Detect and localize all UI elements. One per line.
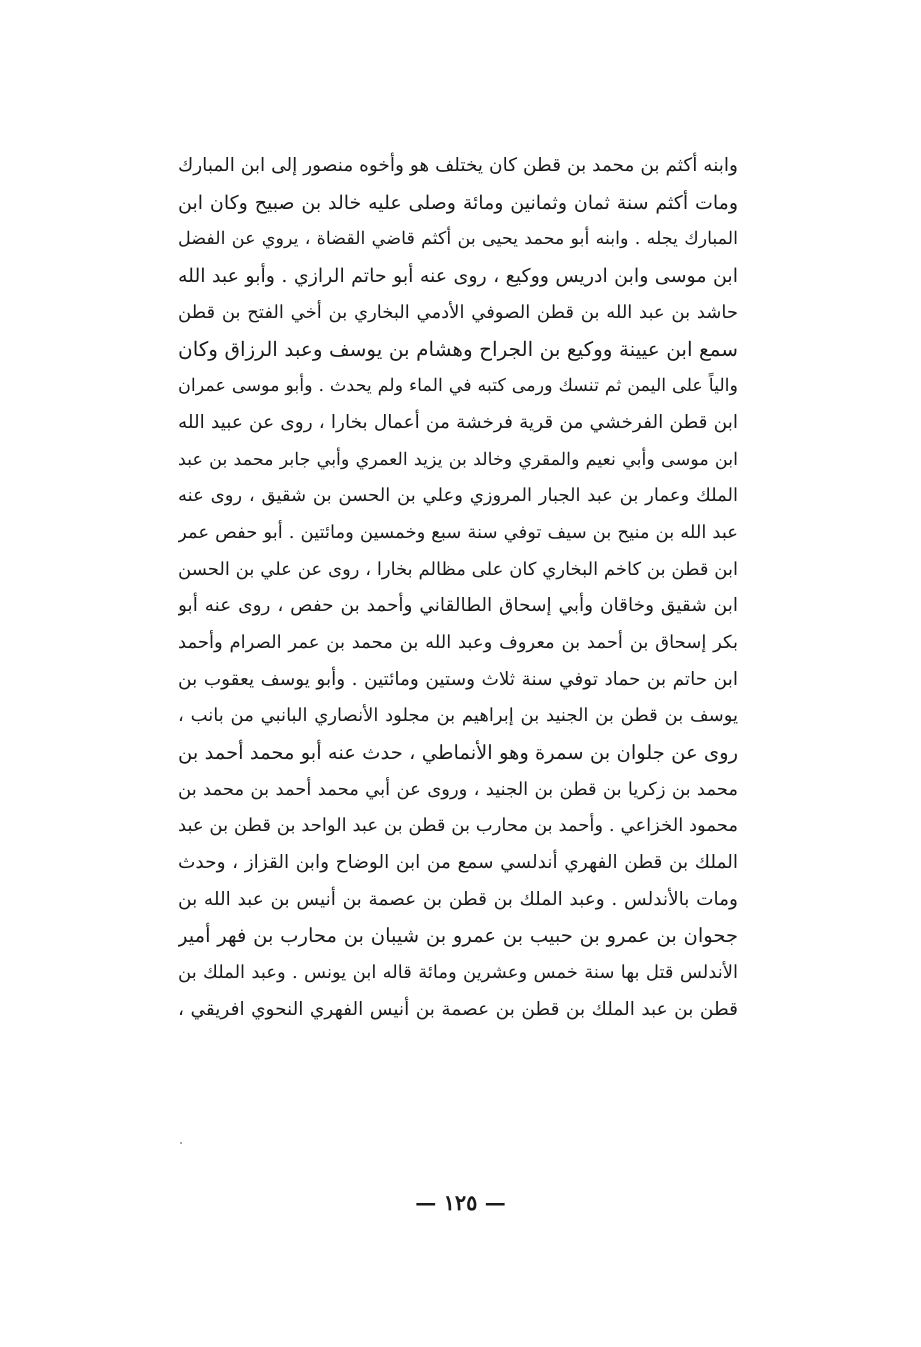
text-line: والياً على اليمن ثم تنسك ورمى كتبه في الماء ولم يحدث . وأبو موسى عمران (178, 376, 738, 397)
text-line: يوسف بن قطن بن الجنيد بن إبراهيم بن مجلود الأنصاري البانبي من بانب ، (178, 705, 738, 727)
text-line: سمع ابن عيينة ووكيع بن الجراح وهشام بن يوسف وعبد الرزاق وكان (178, 337, 738, 362)
text-line: حاشد بن عبد الله بن قطن الصوفي الأدمي البخاري بن أخي الفتح بن قطن (178, 301, 738, 323)
text-line: ابن قطن بن كاخم البخاري كان على مظالم بخارا ، روى عن علي بن الحسن (178, 558, 738, 580)
text-line: الملك وعمار بن عبد الجبار المروزي وعلي بن الحسن بن شقيق ، روى عنه (178, 485, 738, 507)
text-line: ابن موسى وأبي نعيم والمقري وخالد بن يزيد العمري وأبي جابر محمد بن عبد (178, 449, 738, 470)
text-line: محمود الخزاعي . وأحمد بن محارب بن قطن بن عبد الواحد بن قطن بن عبد (178, 815, 738, 837)
text-line: الأندلس قتل بها سنة خمس وعشرين ومائة قاله ابن يونس . وعبد الملك بن (178, 962, 738, 984)
text-line: ابن شقيق وخاقان وأبي إسحاق الطالقاني وأحمد بن حفص ، روى عنه أبو (178, 595, 738, 617)
text-line: ابن حاتم بن حماد توفي سنة ثلاث وستين ومائتين . وأبو يوسف يعقوب بن (178, 668, 738, 690)
text-line: محمد بن زكريا بن قطن بن الجنيد ، وروى عن أبي محمد أحمد بن محمد بن (178, 778, 738, 800)
body-text (178, 148, 738, 1029)
text-line: ومات بالأندلس . وعبد الملك بن قطن بن عصمة بن أنيس بن عبد الله بن (178, 888, 738, 910)
text-line: عبد الله بن منيح بن سيف توفي سنة سبع وخمسين ومائتين . أبو حفص عمر (178, 521, 738, 543)
page-number: — ١٢٥ — (415, 1190, 506, 1215)
text-line: ومات أكثم سنة ثمان وثمانين ومائة وصلى عليه خالد بن صبيح وكان ابن (178, 191, 738, 214)
text-line: بكر إسحاق بن أحمد بن معروف وعبد الله بن محمد بن عمر الصرام وأحمد (178, 631, 738, 653)
text-line: الملك بن قطن الفهري أندلسي سمع من ابن الوضاح وابن القزاز ، وحدث (178, 852, 738, 874)
text-line: جحوان بن عمرو بن حبيب بن عمرو بن شيبان بن محارب بن فهر أمير (178, 924, 738, 948)
text-line: ابن قطن الفرخشي من قرية فرخشة من أعمال بخارا ، روى عن عبيد الله (178, 411, 738, 433)
text-line: وابنه أكثم بن محمد بن قطن كان يختلف هو وأخوه منصور إلى ابن المبارك (178, 155, 738, 176)
text-line: روى عن جلوان بن سمرة وهو الأنماطي ، حدث عنه أبو محمد أحمد بن (178, 741, 738, 764)
text-line: المبارك يجله . وابنه أبو محمد يحيى بن أكثم قاضي القضاة ، يروي عن الفضل (178, 229, 738, 250)
scan-speck (180, 1142, 182, 1144)
text-line: ابن موسى وابن ادريس ووكيع ، روى عنه أبو حاتم الرازي . وأبو عبد الله (178, 265, 738, 288)
text-line: قطن بن عبد الملك بن قطن بن عصمة بن أنيس الفهري النحوي افريقي ، (178, 998, 738, 1020)
